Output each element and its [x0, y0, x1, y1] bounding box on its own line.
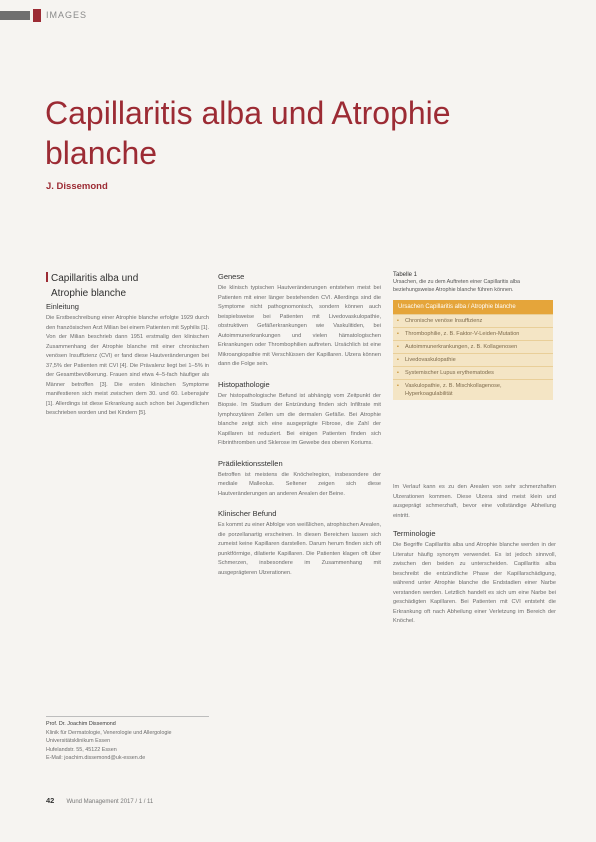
paragraph-praedilektionsstellen: Betroffen ist meistens die Knöchelregion, insbesondere der mediale Malleolus. Seltener zeigen sich diese Hautveränderungen an anderen Arealen der Beine. — [218, 471, 381, 497]
table-caption: Ursachen, die zu dem Auftreten einer Capillaritis alba beziehungsweise Atrophie blanche führen können. — [393, 279, 521, 293]
subheading-klinischer-befund: Klinischer Befund — [218, 509, 277, 518]
middle-column — [218, 272, 381, 812]
paragraph-terminologie: Die Begriffe Capillaritis alba und Atrophie blanche werden in der Literatur häufig synonym verwendet. Es ist jedoch sinnvoll, zwischen den beiden zu unterscheiden. Capillaritis alba beschreibt die entzündliche Phase der Kapillarschädigung, während unter Atrophie blanche die Endstadien einer Narbe verstanden werden. Letztlich handelt es sich um eine Narbe bei geschädigten Kapillaren. Bei Patienten mit CVI entsteht die Erkrankung oft nach Abheilung einer Verletzung im Bereich der Knöchel. — [393, 542, 556, 624]
affiliation-line: Hufelandstr. 55, 45122 Essen — [46, 746, 117, 753]
subheading-histopathologie: Histopathologie — [218, 379, 270, 389]
article-title: Capillaritis alba und Atrophie blanche — [45, 95, 451, 172]
paragraph-einleitung: Die Erstbeschreibung einer Atrophie blanche erfolgte 1929 durch den französischen Arzt Milian bei einem Patienten mit Syphilis [1]. Von der Milian beschrieb dann 1951 erstmalig den klinischen Zusammenhang der Atrophie blanche mit einer chronischen venösen Insuffizienz (CVI) er fand diese Hautveränderungen bei 37,5% der Patienten mit CVI [4]. Die Prävalenz liegt bei 1–5% in der Gesamtbevölkerung. Frauen sind etwa 4–5-fach häufiger als Männer betroffen [3]. Die ersten klinischen Symptome manifestieren sich meist zwischen dem 30. und 60. Lebensjahr [1]. Allerdings ist diese Erkrankung auch schon bei Jugendlichen beschrieben worden und bei Kindern [5]. — [46, 315, 209, 416]
table-row: ▪ Thrombophilie, z. B. Faktor-V-Leiden-Mutation — [393, 327, 553, 340]
table-row: ▪ Chronische venöse Insuffizienz — [393, 314, 553, 327]
author-affiliation — [46, 716, 209, 763]
left-column — [46, 272, 209, 532]
affiliation-line: Klinik für Dermatologie, Venerologie und Allergologie — [46, 729, 172, 736]
header-accent-tag — [33, 9, 41, 22]
subheading-praedilektionsstellen: Prädilektionsstellen — [218, 458, 283, 468]
header-grey-bar — [0, 11, 30, 20]
paragraph-klinischer-befund: Es kommt zu einer Abfolge von weißlichen, atrophischen Arealen, die porzellanartig erscheinen. In diesen Bereichen lassen sich zumeist keine Kapillaren darstellen. Darum herum finden sich oft punktförmige, dilatierte Kapillaren. Die Patienten klagen oft über Schmerzen, insbesondere im Zusammenhang mit ausgeprägteren Ulzerationen. — [218, 522, 381, 576]
article-author: J. Dissemond — [46, 181, 108, 192]
affiliation-email: E-Mail: joachim.dissemond@uk-essen.de — [46, 755, 146, 761]
table-1 — [393, 272, 553, 400]
affiliation-line: Universitätsklinikum Essen — [46, 738, 111, 744]
paragraph-histopathologie: Der histopathologische Befund ist abhängig vom Zeitpunkt der Biopsie. Im Stadium der Entzündung finden sich Infiltrate mit lymphozytären Zellen um die dermalen Gefäße. Bei Atrophie blanche zeigt sich eine ausgeprägte Fibrose, die Zahl der Kapillaren ist reduziert. Bei einigen Patienten finden sich Fibrinthromben und Sklerose im Gewebe des oberen Koriums. — [218, 392, 381, 446]
subheading-genese: Genese — [218, 272, 245, 281]
section-heading: Capillaritis alba und — [46, 272, 209, 285]
subheading-terminologie: Terminologie — [393, 529, 436, 538]
table-row: ▪ Autoimmunerkrankungen, z. B. Kollagenosen — [393, 340, 553, 353]
section-heading-line2: Atrophie blanche — [51, 288, 127, 299]
subheading-einleitung: Einleitung — [46, 302, 79, 311]
table-row: ▪ Livedovaskulopathie — [393, 353, 553, 366]
page-footer — [46, 796, 153, 805]
right-column — [393, 483, 556, 813]
table-row: ▪ Systemischer Lupus erythematodes — [393, 366, 553, 379]
heading-accent-bar — [46, 272, 48, 282]
paragraph-verlauf: Im Verlauf kann es zu den Arealen von sehr schmerzhaften Ulzerationen kommen. Diese Ulzera sind meist klein und ausgeprägt schmerzhaft, bevor eine vollständige Abheilung eintritt. — [393, 484, 556, 519]
section-label: IMAGES — [46, 10, 88, 20]
affiliation-name: Prof. Dr. Joachim Dissemond — [46, 721, 116, 727]
table-row: ▪ Vaskulopathie, z. B. Mischkollagenose, Hyperkoagulabilität — [393, 379, 553, 400]
journal-reference: Wund Management 2017 / 1 / 11 — [66, 799, 154, 805]
page-number: 42 — [46, 796, 55, 805]
table-label: Tabelle 1 — [393, 272, 418, 278]
paragraph-genese: Die klinisch typischen Hautveränderungen entstehen meist bei Patienten mit einer länger bestehenden CVI. Allerdings sind die Symptome nicht pathognomonisch, sondern können auch beispielsweise bei Patienten mit Livedovaskulopathie, obstruktiven Gefäßerkrankungen wie Vaskulitiden, bei Autoimmunerkrankungen und vielen hämatologischen Erkrankungen oder Thrombophilien auftreten. Ursächlich ist eine Mikroangiopathie mit Verschlüssen der Kapillaren. Ulzera können dann die Folge sein. — [218, 285, 381, 367]
table-header: Ursachen Capillaritis alba / Atrophie blanche — [393, 300, 553, 314]
